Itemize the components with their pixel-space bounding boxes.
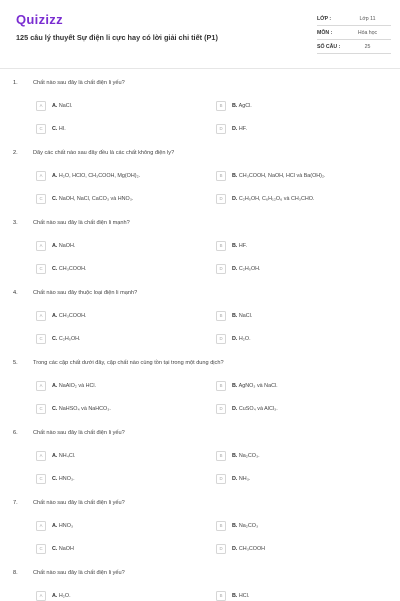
- meta-value: Hóa học: [357, 29, 378, 36]
- option-letter-box[interactable]: B: [216, 521, 226, 531]
- question-number: 5.: [13, 360, 18, 366]
- option-value: NaOH: [58, 545, 74, 552]
- meta-row-class: [317, 12, 391, 26]
- option-letter-box[interactable]: D: [216, 124, 226, 134]
- option-key: C.: [52, 265, 58, 272]
- option-text: [52, 196, 133, 202]
- option-value: H₂O, HClO, CH₃COOH, Mg(OH)₂.: [58, 172, 141, 179]
- option-letter-box[interactable]: B: [216, 311, 226, 321]
- option-key: D.: [232, 335, 238, 342]
- option-key: A.: [52, 452, 58, 459]
- option-key: B.: [232, 172, 238, 179]
- option-text: [232, 103, 252, 109]
- option-value: AgCl.: [238, 102, 252, 109]
- option-text: [232, 383, 278, 389]
- question-text: Chất nào sau đây thuộc loại điện li mạnh?: [33, 290, 138, 296]
- option-key: B.: [232, 312, 238, 319]
- option-key: B.: [232, 382, 238, 389]
- option-value: NaAlO₂ và HCl.: [58, 382, 97, 389]
- option-text: [52, 103, 72, 109]
- option-letter-box[interactable]: A: [36, 591, 46, 601]
- option-value: HNO₃: [58, 522, 74, 529]
- option-value: HNO₃.: [58, 475, 75, 482]
- option-value: NaOH, NaCl, CaCO₃ và HNO₃.: [58, 195, 134, 202]
- option-letter-box[interactable]: B: [216, 591, 226, 601]
- option-text: [52, 406, 111, 412]
- option-letter-box[interactable]: C: [36, 124, 46, 134]
- option-letter-box[interactable]: C: [36, 264, 46, 274]
- option-key: B.: [232, 452, 238, 459]
- option-letter-box[interactable]: A: [36, 171, 46, 181]
- option-letter-box[interactable]: B: [216, 241, 226, 251]
- option-text: [232, 196, 314, 202]
- quizizz-logo: Quizizz: [16, 12, 63, 27]
- option-text: [232, 523, 258, 529]
- option-letter-box[interactable]: A: [36, 101, 46, 111]
- option-letter-box[interactable]: C: [36, 544, 46, 554]
- option-value: NaHSO₄ và NaHCO₃.: [58, 405, 111, 412]
- option-text: [52, 173, 140, 179]
- option-letter-box[interactable]: C: [36, 474, 46, 484]
- option-text: [52, 476, 75, 482]
- option-text: [232, 453, 260, 459]
- option-text: [232, 336, 251, 342]
- option-text: [52, 243, 75, 249]
- option-value: CH₃COOH.: [58, 312, 87, 319]
- option-text: [232, 313, 252, 319]
- option-text: [232, 476, 250, 482]
- option-letter-box[interactable]: B: [216, 381, 226, 391]
- option-text: [52, 593, 71, 599]
- question-number: 1.: [13, 80, 18, 86]
- option-letter-box[interactable]: D: [216, 334, 226, 344]
- option-key: B.: [232, 242, 238, 249]
- option-value: Na₂CO₃: [238, 522, 259, 529]
- question-number: 2.: [13, 150, 18, 156]
- question-text: Chất nào sau đây là chất điện li mạnh?: [33, 220, 130, 226]
- question-text: Chất nào sau đây là chất điện li yếu?: [33, 570, 125, 576]
- option-value: NaCl.: [58, 102, 73, 109]
- meta-label: SỐ CÂU :: [317, 43, 341, 50]
- option-letter-box[interactable]: A: [36, 381, 46, 391]
- option-text: [232, 126, 247, 132]
- option-letter-box[interactable]: B: [216, 101, 226, 111]
- option-text: [52, 126, 66, 132]
- option-value: C₂H₅OH, C₆H₁₂O₆ và CH₃CHO.: [238, 195, 315, 202]
- question-text: Trong các cặp chất dưới đây, cặp chất nào cùng tồn tại trong một dung dịch?: [33, 360, 224, 366]
- option-letter-box[interactable]: A: [36, 311, 46, 321]
- option-letter-box[interactable]: C: [36, 334, 46, 344]
- option-value: C₂H₅OH.: [238, 265, 261, 272]
- question-text: Chất nào sau đây là chất điện li yếu?: [33, 500, 125, 506]
- option-value: HF.: [238, 125, 247, 132]
- option-key: D.: [232, 545, 238, 552]
- option-key: A.: [52, 242, 58, 249]
- option-letter-box[interactable]: A: [36, 451, 46, 461]
- option-letter-box[interactable]: D: [216, 474, 226, 484]
- meta-value: 25: [364, 43, 371, 50]
- question-number: 3.: [13, 220, 18, 226]
- meta-row-subject: [317, 26, 391, 40]
- option-text: [232, 243, 247, 249]
- option-text: [232, 406, 278, 412]
- option-key: A.: [52, 522, 58, 529]
- option-key: A.: [52, 382, 58, 389]
- option-key: B.: [232, 522, 238, 529]
- option-value: AgNO₃ và NaCl.: [238, 382, 278, 389]
- option-letter-box[interactable]: B: [216, 171, 226, 181]
- option-value: HI.: [58, 125, 66, 132]
- question-text: Dãy các chất nào sau đây đều là các chất không điện ly?: [33, 150, 175, 156]
- header-divider: [0, 68, 400, 69]
- option-value: CH₃COOH: [238, 545, 266, 552]
- meta-table: [317, 12, 391, 54]
- option-key: C.: [52, 475, 58, 482]
- option-key: D.: [232, 405, 238, 412]
- option-value: H₂O.: [58, 592, 71, 599]
- option-value: NH₄Cl.: [58, 452, 76, 459]
- option-text: [232, 593, 249, 599]
- question-number: 7.: [13, 500, 18, 506]
- option-letter-box[interactable]: A: [36, 241, 46, 251]
- option-value: H₂O.: [238, 335, 251, 342]
- option-letter-box[interactable]: A: [36, 521, 46, 531]
- option-text: [52, 546, 74, 552]
- option-value: HCl.: [238, 592, 250, 599]
- option-value: C₂H₅OH.: [58, 335, 81, 342]
- option-value: CuSO₄ và AlCl₃.: [238, 405, 278, 412]
- option-key: D.: [232, 125, 238, 132]
- option-text: [52, 266, 87, 272]
- option-text: [232, 546, 265, 552]
- meta-value: Lớp 11: [359, 15, 376, 22]
- option-key: A.: [52, 592, 58, 599]
- option-text: [232, 266, 261, 272]
- option-key: C.: [52, 125, 58, 132]
- option-letter-box[interactable]: C: [36, 404, 46, 414]
- option-text: [52, 313, 87, 319]
- option-text: [52, 453, 75, 459]
- option-key: A.: [52, 172, 58, 179]
- option-key: D.: [232, 265, 238, 272]
- option-text: [52, 383, 96, 389]
- option-letter-box[interactable]: D: [216, 264, 226, 274]
- option-key: A.: [52, 312, 58, 319]
- option-value: Na₂CO₃.: [238, 452, 260, 459]
- option-key: D.: [232, 475, 238, 482]
- meta-row-count: [317, 40, 391, 54]
- option-letter-box[interactable]: B: [216, 451, 226, 461]
- option-value: NaOH.: [58, 242, 76, 249]
- option-value: NaCl.: [238, 312, 253, 319]
- option-key: B.: [232, 592, 238, 599]
- option-letter-box[interactable]: D: [216, 544, 226, 554]
- option-key: C.: [52, 195, 58, 202]
- question-text: Chất nào sau đây là chất điện li yếu?: [33, 430, 125, 436]
- question-number: 8.: [13, 570, 18, 576]
- page-title: 125 câu lý thuyết Sự điện li cực hay có lời giải chi tiết (P1): [16, 33, 218, 42]
- option-value: HF.: [238, 242, 247, 249]
- option-letter-box[interactable]: D: [216, 194, 226, 204]
- question-number: 6.: [13, 430, 18, 436]
- option-text: [232, 173, 326, 179]
- option-letter-box[interactable]: C: [36, 194, 46, 204]
- option-value: CH₃COOH, NaOH, HCl và Ba(OH)₂.: [238, 172, 326, 179]
- option-value: CH₃COOH.: [58, 265, 87, 272]
- question-text: Chất nào sau đây là chất điện li yếu?: [33, 80, 125, 86]
- option-text: [52, 336, 81, 342]
- option-text: [52, 523, 73, 529]
- option-key: A.: [52, 102, 58, 109]
- option-key: C.: [52, 545, 58, 552]
- option-key: C.: [52, 335, 58, 342]
- option-value: NH₃.: [238, 475, 251, 482]
- option-key: D.: [232, 195, 238, 202]
- option-key: C.: [52, 405, 58, 412]
- option-letter-box[interactable]: D: [216, 404, 226, 414]
- question-number: 4.: [13, 290, 18, 296]
- meta-label: MÔN :: [317, 29, 333, 36]
- option-key: B.: [232, 102, 238, 109]
- meta-label: LỚP :: [317, 15, 332, 22]
